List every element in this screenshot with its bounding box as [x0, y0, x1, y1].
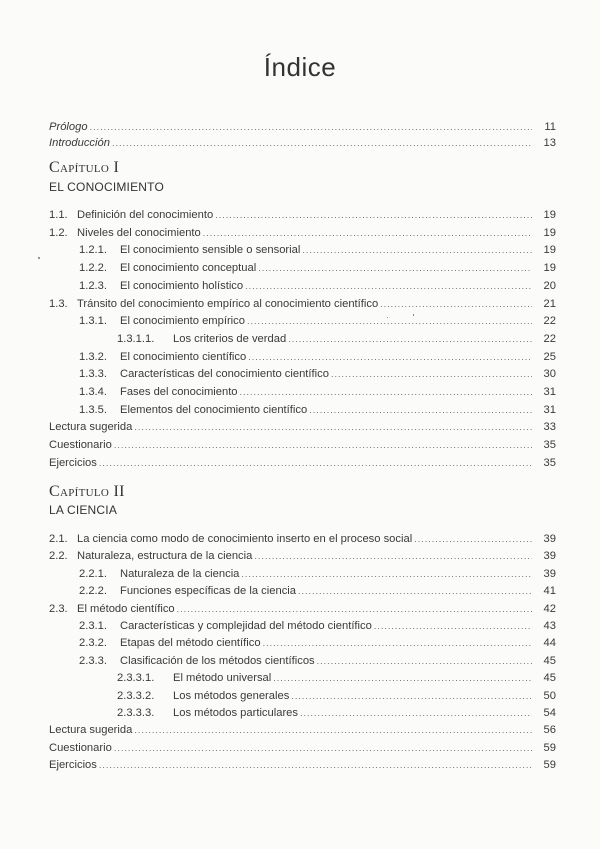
entry-number: 1.1.	[49, 209, 68, 221]
scan-speck	[38, 257, 40, 259]
entry-label: Ejercicios	[49, 759, 97, 772]
entry-label: Los métodos generales	[173, 689, 290, 702]
entry-page: 42	[543, 602, 556, 615]
entry-page: 19	[543, 262, 556, 275]
toc-entry[interactable]	[79, 635, 556, 651]
toc-entry[interactable]	[79, 242, 556, 258]
toc-entry[interactable]	[79, 402, 556, 418]
entry-number: 1.3.4.	[79, 386, 107, 398]
entry-number: 1.2.2.	[79, 262, 107, 275]
toc-entry[interactable]	[49, 757, 556, 773]
entry-page: 19	[543, 244, 556, 257]
chapter-1-heading	[49, 159, 119, 177]
leader-dots	[114, 437, 532, 453]
leader-dots	[258, 260, 532, 276]
entry-page: 11	[544, 121, 556, 133]
entry-number: 1.3.	[49, 297, 68, 310]
entry-label: El conocimiento sensible o sensorial	[120, 244, 301, 257]
entry-number: 2.2.2.	[79, 585, 107, 598]
chapter-2-name: LA CIENCIA	[49, 503, 118, 517]
toc-entry[interactable]	[117, 331, 556, 347]
leader-dots	[298, 583, 532, 599]
toc-entry[interactable]	[117, 705, 556, 721]
toc-entry[interactable]	[49, 455, 556, 471]
entry-label: Características del conocimiento científico	[120, 368, 329, 381]
chapter-number: II	[113, 483, 125, 500]
scan-speck	[387, 317, 388, 318]
toc-entry[interactable]	[79, 384, 556, 400]
entry-page: 19	[543, 226, 556, 239]
entry-label: Características y complejidad del método científico	[120, 620, 372, 632]
toc-entry[interactable]	[49, 531, 556, 547]
entry-label: Etapas del método científico	[120, 637, 261, 650]
entry-page: 22	[543, 332, 556, 345]
toc-entry[interactable]	[49, 548, 556, 564]
entry-label: Clasificación de los métodos científicos	[120, 654, 315, 667]
toc-entry[interactable]	[79, 366, 556, 382]
toc-entry[interactable]	[49, 722, 556, 738]
leader-dots	[309, 402, 532, 418]
entry-page: 31	[543, 386, 556, 398]
leader-dots	[331, 366, 532, 382]
entry-label: El conocimiento empírico	[120, 315, 245, 328]
entry-label: Introducción	[49, 137, 110, 149]
entry-label: El conocimiento holístico	[120, 279, 244, 292]
entry-number: 1.2.	[49, 226, 68, 239]
entry-label: Niveles del conocimiento	[77, 226, 201, 239]
entry-page: 35	[543, 456, 556, 469]
entry-page: 43	[543, 620, 556, 632]
entry-label: Elementos del conocimiento científico	[120, 403, 308, 416]
entry-label: Los métodos particulares	[173, 707, 298, 719]
entry-page: 45	[543, 672, 556, 685]
leader-dots	[245, 278, 532, 294]
toc-entry-prologo[interactable]	[49, 119, 556, 135]
scan-speck	[413, 314, 414, 316]
toc-entry[interactable]	[49, 225, 556, 241]
entry-number: 1.3.1.1.	[117, 332, 155, 345]
entry-page: 44	[543, 637, 556, 650]
entry-number: 2.3.2.	[79, 637, 107, 650]
toc-entry[interactable]	[79, 349, 556, 365]
chapter-2-heading	[49, 483, 125, 501]
toc-entry[interactable]	[49, 601, 556, 617]
entry-number: 1.3.5.	[79, 403, 107, 416]
entry-page: 39	[543, 550, 556, 563]
entry-page: 35	[543, 439, 556, 452]
entry-number: 2.3.	[49, 602, 68, 615]
leader-dots	[134, 419, 532, 435]
leader-dots	[240, 384, 532, 400]
leader-dots	[248, 349, 532, 365]
entry-label: Los criterios de verdad	[173, 332, 287, 345]
entry-label: Ejercicios	[49, 456, 97, 469]
entry-label: El conocimiento científico	[120, 350, 247, 363]
toc-entry[interactable]	[79, 260, 556, 276]
leader-dots	[263, 635, 532, 651]
toc-entry[interactable]	[79, 566, 556, 582]
entry-label: Tránsito del conocimiento empírico al conocimiento científico	[77, 297, 379, 310]
leader-dots	[273, 670, 532, 686]
entry-label: Naturaleza de la ciencia	[120, 567, 240, 580]
entry-page: 20	[543, 279, 556, 292]
entry-label: Lectura sugerida	[49, 421, 133, 434]
entry-label: Lectura sugerida	[49, 724, 133, 737]
entry-label: Naturaleza, estructura de la ciencia	[77, 550, 253, 563]
entry-page: 33	[543, 421, 556, 434]
entry-label: El método universal	[173, 672, 272, 685]
leader-dots	[114, 740, 532, 756]
entry-page: 45	[543, 654, 556, 667]
toc-entry[interactable]	[79, 618, 556, 634]
toc-entry[interactable]	[79, 653, 556, 669]
leader-dots	[99, 455, 532, 471]
entry-page: 22	[543, 315, 556, 328]
chapter-word: Capítulo	[49, 159, 110, 176]
toc-entry[interactable]	[49, 437, 556, 453]
leader-dots	[134, 722, 532, 738]
leader-dots	[288, 331, 532, 347]
chapter-number: I	[113, 159, 120, 176]
entry-label: Funciones específicas de la ciencia	[120, 585, 296, 598]
toc-entry[interactable]	[79, 278, 556, 294]
entry-number: 2.3.3.2.	[117, 689, 155, 702]
leader-dots	[291, 688, 532, 704]
leader-dots	[215, 207, 532, 223]
entry-label: Cuestionario	[49, 439, 112, 452]
toc-entry[interactable]	[79, 583, 556, 599]
toc-entry[interactable]	[49, 207, 556, 223]
entry-number: 1.2.1.	[79, 244, 107, 257]
entry-number: 1.3.3.	[79, 368, 107, 381]
entry-number: 2.1.	[49, 533, 68, 545]
toc-entry-introduccion[interactable]	[49, 135, 556, 151]
entry-page: 59	[543, 759, 556, 772]
entry-page: 56	[543, 724, 556, 737]
leader-dots	[241, 566, 532, 582]
entry-label: El método científico	[77, 602, 175, 615]
entry-page: 21	[543, 297, 556, 310]
entry-number: 1.3.1.	[79, 315, 107, 328]
toc-entry[interactable]	[49, 419, 556, 435]
leader-dots	[374, 618, 532, 634]
chapter-1-name: EL CONOCIMIENTO	[49, 180, 165, 194]
entry-number: 1.3.2.	[79, 350, 107, 363]
entry-page: 54	[543, 707, 556, 719]
entry-number: 2.3.1.	[79, 620, 107, 632]
entry-number: 2.3.3.	[79, 654, 107, 667]
entry-page: 30	[543, 368, 556, 381]
entry-number: 1.2.3.	[79, 279, 107, 292]
toc-entry[interactable]	[117, 670, 556, 686]
entry-page: 39	[543, 567, 556, 580]
entry-number: 2.2.1.	[79, 567, 107, 580]
leader-dots	[414, 531, 532, 547]
leader-dots	[177, 601, 532, 617]
entry-label: Definición del conocimiento	[77, 209, 214, 221]
entry-page: 25	[543, 350, 556, 363]
toc-entry[interactable]	[49, 296, 556, 312]
page-title: Índice	[263, 52, 337, 82]
entry-number: 2.3.3.3.	[117, 707, 155, 719]
entry-label: Cuestionario	[49, 741, 112, 754]
leader-dots	[317, 653, 532, 669]
leader-dots	[380, 296, 532, 312]
toc-entry[interactable]	[79, 313, 556, 329]
leader-dots	[247, 313, 532, 329]
toc-entry[interactable]	[117, 688, 556, 704]
leader-dots	[300, 705, 532, 721]
leader-dots	[302, 242, 532, 258]
entry-label: La ciencia como modo de conocimiento inserto en el proceso social	[77, 533, 413, 545]
toc-entry[interactable]	[49, 740, 556, 756]
entry-page: 31	[543, 403, 556, 416]
leader-dots	[112, 135, 532, 151]
entry-page: 50	[543, 689, 556, 702]
entry-page: 39	[543, 533, 556, 545]
entry-label: Fases del conocimiento	[120, 386, 238, 398]
leader-dots	[203, 225, 532, 241]
entry-page: 19	[543, 209, 556, 221]
entry-label: El conocimiento conceptual	[120, 262, 257, 275]
leader-dots	[254, 548, 532, 564]
chapter-word: Capítulo	[49, 483, 110, 500]
entry-page: 59	[543, 741, 556, 754]
entry-number: 2.2.	[49, 550, 68, 563]
leader-dots	[90, 119, 532, 135]
entry-page: 41	[543, 585, 556, 598]
entry-label: Prólogo	[49, 121, 88, 133]
leader-dots	[99, 757, 532, 773]
entry-number: 2.3.3.1.	[117, 672, 155, 685]
entry-page: 13	[543, 137, 556, 149]
